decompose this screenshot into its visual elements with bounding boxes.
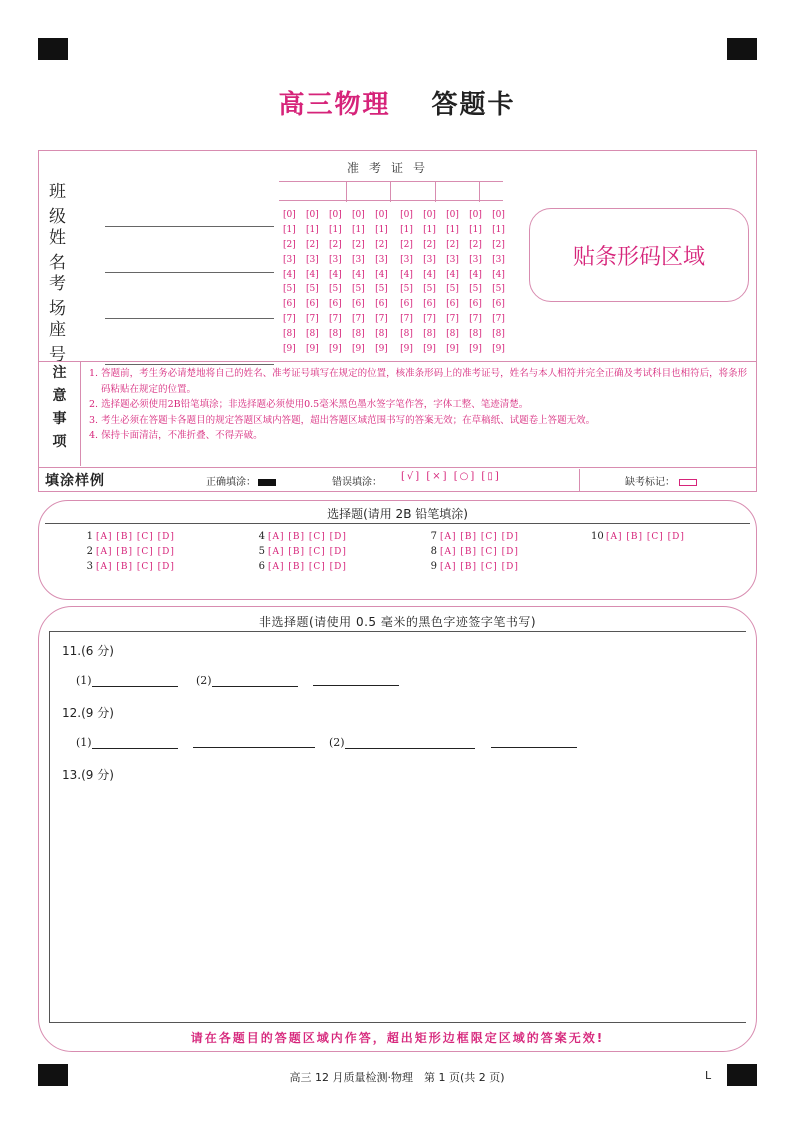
digit-bubble[interactable]: [4] xyxy=(446,269,459,280)
digit-bubble[interactable]: [8] xyxy=(469,329,482,340)
exam-id-boxes[interactable] xyxy=(279,181,503,201)
notes-list xyxy=(89,366,754,444)
mc-option-bubbles[interactable]: [A] [B] [C] [D] xyxy=(268,562,347,572)
fill-sample-label: 填涂样例 xyxy=(45,473,105,489)
q11-part1-blank[interactable] xyxy=(76,674,178,687)
digit-bubble[interactable]: [9] xyxy=(446,344,459,355)
digit-bubble[interactable]: [2] xyxy=(492,239,505,250)
digit-bubble[interactable]: [2] xyxy=(306,239,319,250)
mc-option-bubbles[interactable]: [A] [B] [C] [D] xyxy=(440,547,519,557)
digit-bubble[interactable]: [4] xyxy=(400,269,413,280)
mc-question-row[interactable] xyxy=(591,531,685,542)
digit-bubble[interactable]: [2] xyxy=(352,239,365,250)
mc-question-number: 6 xyxy=(258,561,265,572)
question-12-label: 12.(9 分) xyxy=(62,706,114,720)
mc-option-bubbles[interactable]: [A] [B] [C] [D] xyxy=(606,532,685,542)
seat-field[interactable] xyxy=(49,315,274,365)
boundary-warning: 请在各题目的答题区域内作答，超出矩形边框限定区域的答案无效! xyxy=(190,1031,605,1045)
digit-bubble[interactable]: [5] xyxy=(283,284,296,295)
digit-bubble-row xyxy=(283,342,505,357)
title-kind: 答题卡 xyxy=(431,90,516,120)
mc-option-bubbles[interactable]: [A] [B] [C] [D] xyxy=(96,532,175,542)
digit-bubble-row xyxy=(283,253,505,268)
digit-bubble[interactable]: [2] xyxy=(329,239,342,250)
digit-bubble[interactable]: [3] xyxy=(423,254,436,265)
digit-bubble[interactable]: [5] xyxy=(375,284,388,295)
notes-char: 意 xyxy=(52,388,67,404)
digit-bubble[interactable]: [7] xyxy=(469,314,482,325)
digit-bubble[interactable]: [9] xyxy=(329,344,342,355)
divider xyxy=(39,361,756,362)
exam-id-title: 准考证号 xyxy=(346,161,435,175)
digit-bubble[interactable]: [0] xyxy=(492,210,505,220)
digit-bubble[interactable]: [0] xyxy=(446,210,459,220)
digit-bubble[interactable]: [2] xyxy=(446,239,459,250)
digit-bubble[interactable]: [8] xyxy=(400,329,413,340)
digit-bubble-row xyxy=(283,282,505,297)
notes-char: 事 xyxy=(52,411,67,427)
digit-bubble[interactable]: [0] xyxy=(400,210,413,220)
mc-question-number: 9 xyxy=(430,561,437,572)
answer-line[interactable] xyxy=(345,737,475,749)
mc-question-row[interactable] xyxy=(81,546,175,557)
digit-bubble[interactable]: [1] xyxy=(446,224,459,235)
q11-part2-blank-b[interactable] xyxy=(313,674,399,686)
digit-bubble-row xyxy=(283,223,505,238)
divider xyxy=(45,523,750,524)
note-item: 1. 答题前，考生务必请楚地将自己的姓名、准考证号填写在规定的位置，核准条形码上的准考证号，姓名与本人相符并完全正确及考试科目也相符后，将条形码粘贴在规定的位置。 xyxy=(89,368,748,395)
digit-bubble[interactable]: [7] xyxy=(423,314,436,325)
digit-bubble[interactable]: [5] xyxy=(352,284,365,295)
digit-bubble[interactable]: [4] xyxy=(329,269,342,280)
digit-bubble[interactable]: [2] xyxy=(400,239,413,250)
digit-bubble[interactable]: [3] xyxy=(283,254,296,265)
free-response-section xyxy=(38,606,757,1052)
digit-bubble[interactable]: [2] xyxy=(283,239,296,250)
alignment-marker-top-left xyxy=(38,38,68,60)
answer-line[interactable] xyxy=(313,674,399,686)
seat-label: 座号 xyxy=(49,320,80,365)
digit-bubble[interactable]: [3] xyxy=(329,254,342,265)
digit-bubble[interactable]: [6] xyxy=(352,299,365,310)
mc-question-number: 8 xyxy=(430,546,437,557)
digit-bubble[interactable]: [8] xyxy=(423,329,436,340)
digit-bubble[interactable]: [4] xyxy=(352,269,365,280)
answer-line[interactable] xyxy=(212,675,298,687)
correct-fill-label: 正确填涂： xyxy=(206,477,256,488)
notes-char: 注 xyxy=(52,365,67,381)
class-field[interactable] xyxy=(49,177,274,227)
digit-bubble[interactable]: [8] xyxy=(283,329,296,340)
seat-line[interactable] xyxy=(105,345,274,365)
digit-bubble[interactable]: [8] xyxy=(375,329,388,340)
mc-question-row[interactable] xyxy=(253,546,347,557)
digit-bubble[interactable]: [1] xyxy=(400,224,413,235)
digit-bubble[interactable]: [1] xyxy=(283,224,296,235)
part-label: (2) xyxy=(196,674,212,687)
digit-bubble[interactable]: [0] xyxy=(375,210,388,220)
digit-bubble-row xyxy=(283,268,505,283)
digit-bubble[interactable]: [9] xyxy=(375,344,388,355)
digit-bubble[interactable]: [1] xyxy=(492,224,505,235)
digit-bubble[interactable]: [8] xyxy=(352,329,365,340)
mc-question-number: 1 xyxy=(86,531,93,542)
digit-bubble-row xyxy=(283,297,505,312)
mc-question-number: 5 xyxy=(258,546,265,557)
digit-bubble[interactable]: [7] xyxy=(352,314,365,325)
digit-bubble[interactable]: [0] xyxy=(423,210,436,220)
digit-bubble[interactable]: [6] xyxy=(306,299,319,310)
mc-question-number: 4 xyxy=(258,531,265,542)
digit-bubble[interactable]: [7] xyxy=(492,314,505,325)
exam-room-label: 考场 xyxy=(49,274,80,319)
digit-bubble[interactable]: [4] xyxy=(492,269,505,280)
digit-bubble[interactable]: [7] xyxy=(400,314,413,325)
mc-question-number: 3 xyxy=(86,561,93,572)
digit-bubble[interactable]: [8] xyxy=(329,329,342,340)
mc-question-row[interactable] xyxy=(81,561,175,572)
class-label: 班级 xyxy=(49,182,80,227)
q12-part1-blank[interactable] xyxy=(76,736,178,749)
wrong-fill-label: 错误填涂： xyxy=(332,477,382,488)
digit-bubble[interactable]: [1] xyxy=(469,224,482,235)
note-item: 2. 选择题必须使用2B铅笔填涂；非选择题必须使用0.5毫米黑色墨水签字笔作答，字体工整、笔迹清楚。 xyxy=(89,399,529,410)
notes-char: 项 xyxy=(52,434,67,450)
page-footer: 高三 12 月质量检测·物理 第 1 页(共 2 页) xyxy=(289,1071,505,1084)
digit-bubble[interactable]: [9] xyxy=(423,344,436,355)
digit-bubble[interactable]: [6] xyxy=(446,299,459,310)
mc-question-row[interactable] xyxy=(425,561,519,572)
title-subject: 高三物理 xyxy=(278,90,391,120)
digit-bubble[interactable]: [2] xyxy=(423,239,436,250)
name-label: 姓名 xyxy=(49,228,80,273)
digit-bubble[interactable]: [1] xyxy=(352,224,365,235)
digit-bubble[interactable]: [6] xyxy=(375,299,388,310)
digit-bubble[interactable]: [7] xyxy=(446,314,459,325)
mc-option-bubbles[interactable]: [A] [B] [C] [D] xyxy=(268,547,347,557)
digit-bubble[interactable]: [3] xyxy=(375,254,388,265)
digit-bubble[interactable]: [4] xyxy=(283,269,296,280)
mc-question-number: 10 xyxy=(591,531,604,542)
digit-bubble[interactable]: [5] xyxy=(329,284,342,295)
mc-question-row[interactable] xyxy=(253,561,347,572)
divider xyxy=(39,467,756,468)
digit-bubble[interactable]: [3] xyxy=(492,254,505,265)
mc-question-row[interactable] xyxy=(253,531,347,542)
digit-bubble[interactable]: [6] xyxy=(283,299,296,310)
digit-bubble[interactable]: [1] xyxy=(423,224,436,235)
digit-bubble[interactable]: [5] xyxy=(469,284,482,295)
digit-bubble[interactable]: [6] xyxy=(400,299,413,310)
mc-question-number: 2 xyxy=(86,546,93,557)
digit-bubble[interactable]: [3] xyxy=(446,254,459,265)
page-side-marker: L xyxy=(705,1069,712,1082)
digit-bubble[interactable]: [1] xyxy=(329,224,342,235)
digit-bubble[interactable]: [3] xyxy=(400,254,413,265)
digit-bubble[interactable]: [8] xyxy=(446,329,459,340)
digit-bubble-row xyxy=(283,238,505,253)
correct-fill-sample xyxy=(206,473,276,488)
digit-bubble[interactable]: [9] xyxy=(352,344,365,355)
digit-bubble[interactable]: [3] xyxy=(469,254,482,265)
digit-bubble[interactable]: [5] xyxy=(423,284,436,295)
digit-bubble[interactable]: [3] xyxy=(306,254,319,265)
digit-bubble[interactable]: [5] xyxy=(492,284,505,295)
absent-mark xyxy=(625,473,697,488)
digit-bubble[interactable]: [0] xyxy=(329,210,342,220)
absent-checkbox[interactable] xyxy=(679,479,697,486)
digit-bubble[interactable]: [7] xyxy=(329,314,342,325)
digit-bubble[interactable]: [0] xyxy=(469,210,482,220)
digit-bubble[interactable]: [9] xyxy=(469,344,482,355)
exam-id-bubble-grid[interactable] xyxy=(283,208,505,357)
answer-line[interactable] xyxy=(92,737,178,749)
alignment-marker-top-right xyxy=(727,38,757,60)
digit-bubble-row xyxy=(283,312,505,327)
digit-bubble[interactable]: [9] xyxy=(306,344,319,355)
digit-bubble[interactable]: [4] xyxy=(306,269,319,280)
digit-bubble[interactable]: [3] xyxy=(352,254,365,265)
part-label: (1) xyxy=(76,674,92,687)
digit-bubble[interactable]: [0] xyxy=(306,210,319,220)
digit-bubble[interactable]: [7] xyxy=(306,314,319,325)
q12-part2-blank[interactable] xyxy=(329,736,475,749)
digit-bubble[interactable]: [9] xyxy=(492,344,505,355)
digit-bubble[interactable]: [4] xyxy=(469,269,482,280)
mc-option-bubbles[interactable]: [A] [B] [C] [D] xyxy=(96,547,175,557)
exam-room-field[interactable] xyxy=(49,269,274,319)
digit-bubble[interactable]: [0] xyxy=(352,210,365,220)
part-label: (1) xyxy=(76,736,92,749)
fill-sample-row xyxy=(39,469,756,491)
digit-bubble[interactable]: [9] xyxy=(283,344,296,355)
digit-bubble[interactable]: [6] xyxy=(469,299,482,310)
q12-part1-blank-b[interactable] xyxy=(193,736,315,748)
barcode-area: 贴条形码区域 xyxy=(529,208,749,302)
student-info-panel xyxy=(38,150,757,492)
mc-question-row[interactable] xyxy=(425,531,519,542)
digit-bubble[interactable]: [7] xyxy=(283,314,296,325)
notes-side-label xyxy=(39,361,81,466)
answer-line[interactable] xyxy=(92,675,178,687)
digit-bubble[interactable]: [6] xyxy=(492,299,505,310)
mc-option-bubbles[interactable]: [A] [B] [C] [D] xyxy=(96,562,175,572)
digit-bubble[interactable]: [1] xyxy=(375,224,388,235)
filled-bubble-icon xyxy=(258,479,276,486)
mc-option-bubbles[interactable]: [A] [B] [C] [D] xyxy=(268,532,347,542)
digit-bubble[interactable]: [6] xyxy=(423,299,436,310)
digit-bubble-row xyxy=(283,208,505,223)
mc-question-row[interactable] xyxy=(425,546,519,557)
digit-bubble[interactable]: [8] xyxy=(492,329,505,340)
digit-bubble[interactable]: [7] xyxy=(375,314,388,325)
digit-bubble[interactable]: [8] xyxy=(306,329,319,340)
wrong-fill-marks: [√] [×] [○] [▯] xyxy=(401,471,501,482)
question-13-label: 13.(9 分) xyxy=(62,768,114,782)
free-response-title: 非选择题(请使用 0.5 毫米的黑色字迹签字笔书写) xyxy=(258,615,537,629)
q12-part2-blank-b[interactable] xyxy=(491,736,577,748)
mc-question-number: 7 xyxy=(430,531,437,542)
digit-bubble[interactable]: [5] xyxy=(306,284,319,295)
digit-bubble[interactable]: [4] xyxy=(423,269,436,280)
answer-line[interactable] xyxy=(193,736,315,748)
absent-mark-label: 缺考标记： xyxy=(625,477,675,488)
name-field[interactable] xyxy=(49,223,274,273)
digit-bubble[interactable]: [4] xyxy=(375,269,388,280)
digit-bubble[interactable]: [5] xyxy=(400,284,413,295)
multiple-choice-title: 选择题(请用 2B 铅笔填涂) xyxy=(327,507,468,521)
page-title xyxy=(0,84,794,121)
digit-bubble[interactable]: [0] xyxy=(283,210,296,220)
question-11-label: 11.(6 分) xyxy=(62,644,114,658)
multiple-choice-section xyxy=(38,500,757,600)
mc-question-row[interactable] xyxy=(81,531,175,542)
part-label: (2) xyxy=(329,736,345,749)
q11-part2-blank[interactable] xyxy=(196,674,298,687)
digit-bubble[interactable]: [2] xyxy=(469,239,482,250)
digit-bubble[interactable]: [5] xyxy=(446,284,459,295)
mc-option-bubbles[interactable]: [A] [B] [C] [D] xyxy=(440,532,519,542)
answer-line[interactable] xyxy=(491,736,577,748)
divider xyxy=(579,469,580,491)
note-item: 4. 保持卡面清洁，不准折叠、不得弄破。 xyxy=(89,430,263,441)
digit-bubble[interactable]: [1] xyxy=(306,224,319,235)
digit-bubble[interactable]: [9] xyxy=(400,344,413,355)
note-item: 3. 考生必须在答题卡各题目的规定答题区域内答题，超出答题区域范围书写的答案无效；在草稿纸、试题卷上答题无效。 xyxy=(89,414,596,426)
digit-bubble-row xyxy=(283,327,505,342)
mc-option-bubbles[interactable]: [A] [B] [C] [D] xyxy=(440,562,519,572)
digit-bubble[interactable]: [6] xyxy=(329,299,342,310)
digit-bubble[interactable]: [2] xyxy=(375,239,388,250)
answer-area[interactable] xyxy=(49,631,746,1023)
